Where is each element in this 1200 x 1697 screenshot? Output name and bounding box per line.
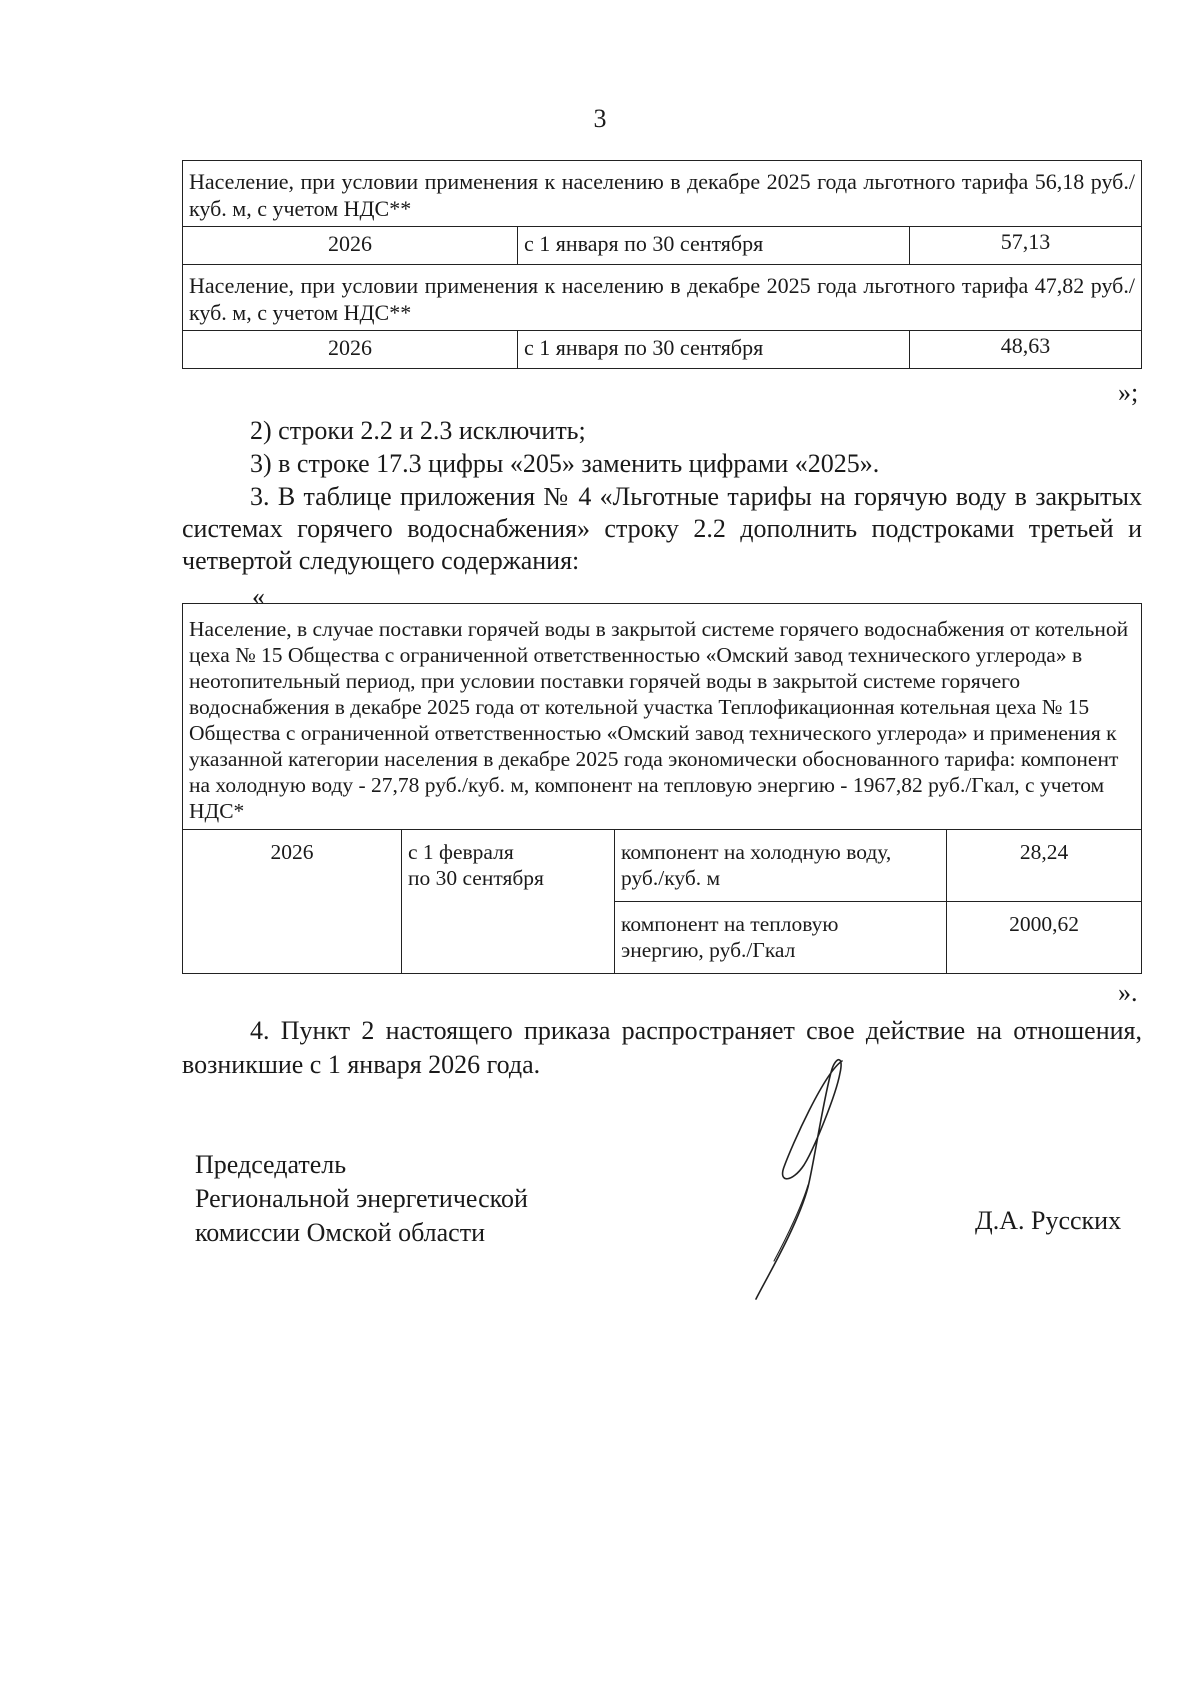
component-heat-energy-label-line1: компонент на тепловую <box>621 912 839 936</box>
handwritten-signature <box>748 1055 898 1305</box>
table1-row2-period: с 1 января по 30 сентября <box>518 331 910 369</box>
tariff-table-2 <box>182 603 1142 974</box>
component-cold-water-label-line1: компонент на холодную воду, <box>621 840 892 864</box>
table2-period-line1: с 1 февраля <box>408 840 514 864</box>
table1-row1-year: 2026 <box>183 227 518 265</box>
item-2-text: 2) строки 2.2 и 2.3 исключить; <box>250 416 586 445</box>
component-heat-energy-label-line2: энергию, руб./Гкал <box>621 938 796 962</box>
table1-row1-period: с 1 января по 30 сентября <box>518 227 910 265</box>
table1-closing-quote: »; <box>1118 378 1139 407</box>
table2-value-cold-water: 28,24 <box>947 830 1142 902</box>
table2-period-line2: по 30 сентября <box>408 866 544 890</box>
point-4-text: 4. Пункт 2 настоящего приказа распространяет свое действие на отношения, возникшие с 1 января 2026 года. <box>182 1016 1142 1079</box>
signatory-name: Д.А. Русских <box>975 1206 1122 1235</box>
table1-row2-value: 48,63 <box>910 331 1142 369</box>
table1-row2-year: 2026 <box>183 331 518 369</box>
item-3-text: 3) в строке 17.3 цифры «205» заменить цифрами «2025». <box>250 449 880 478</box>
component-cold-water-label-line2: руб./куб. м <box>621 866 721 890</box>
table2-year: 2026 <box>183 830 402 974</box>
signatory-title-line2: Региональной энергетической <box>195 1184 528 1213</box>
table2-value-heat-energy: 2000,62 <box>947 902 1142 974</box>
table1-row1-description: Население, при условии применения к населению в декабре 2025 года льготного тарифа 56,18 руб./куб. м, с учетом НДС** <box>183 161 1142 227</box>
table2-description: Население, в случае поставки горячей воды в закрытой системе горячего водоснабжения от котельной цеха № 15 Общества с ограниченной ответственностью «Омский завод технического углерода» в неотопительный период, при условии поставки горячей воды в закрытой системе горячего водоснабжения в декабре 2025 года от котельной участка Теплофикационная котельная цеха № 15 Общества с ограниченной ответственностью «Омский завод технического углерода» и применения к указанной категории населения в декабре 2025 года экономически обоснованного тарифа: компонент на холодную воду - 27,78 руб./куб. м, компонент на тепловую энергию - 1967,82 руб./Гкал, с учетом НДС* <box>183 604 1142 830</box>
table1-row1-value: 57,13 <box>910 227 1142 265</box>
page-number: 3 <box>593 104 607 133</box>
point-3-text: 3. В таблице приложения № 4 «Льготные тарифы на горячую воду в закрытых системах горячего водоснабжения» строку 2.2 дополнить подстроками третьей и четвертой следующего содержания: <box>182 482 1142 575</box>
signatory-title <box>195 1148 528 1250</box>
table1-row2-description: Население, при условии применения к населению в декабре 2025 года льготного тарифа 47,82 руб./куб. м, с учетом НДС** <box>183 265 1142 331</box>
table2-component-cold-water <box>615 830 947 902</box>
signatory-title-line3: комиссии Омской области <box>195 1218 485 1247</box>
table2-opening-quote: « <box>252 582 265 611</box>
tariff-table-1 <box>182 160 1142 369</box>
table2-component-heat-energy <box>615 902 947 974</box>
table2-closing-quote: ». <box>1118 978 1138 1007</box>
signatory-title-line1: Председатель <box>195 1150 347 1179</box>
table2-period <box>402 830 615 974</box>
